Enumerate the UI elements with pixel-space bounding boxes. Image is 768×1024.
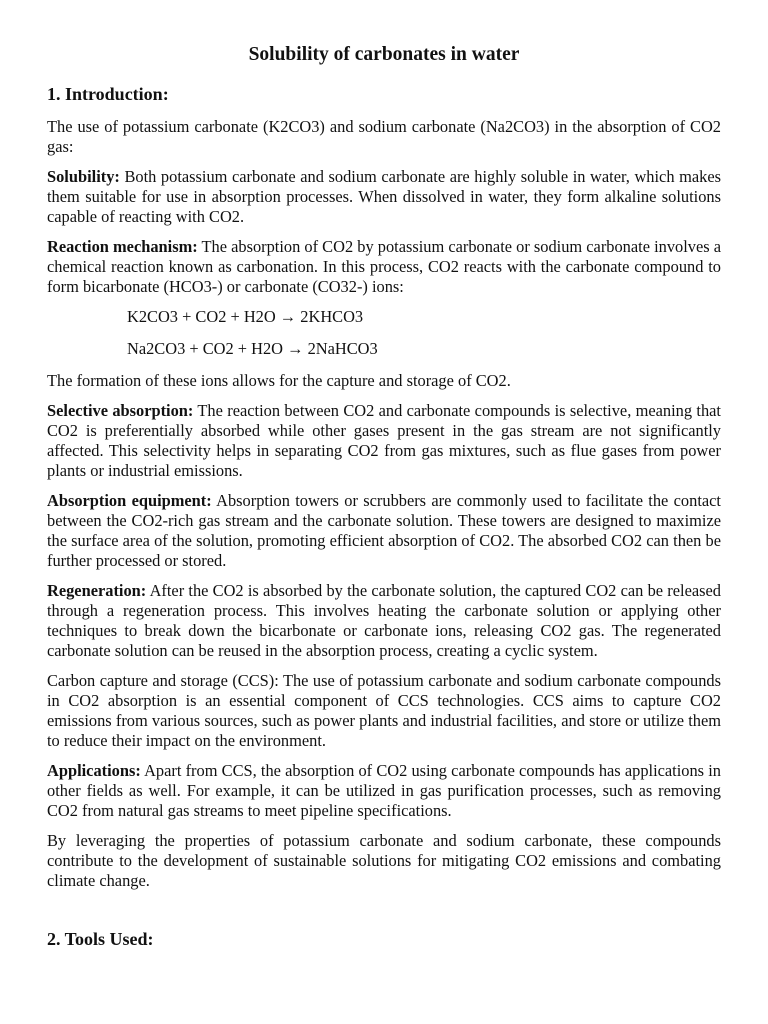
- selective-label: Selective absorption:: [47, 401, 194, 420]
- equation-sodium: Na2CO3 + CO2 + H2O → 2NaHCO3: [127, 339, 378, 358]
- solubility-text: Both potassium carbonate and sodium carbonate are highly soluble in water, which makes them suitable for use in absorption processes. When dissolved in water, they form alkaline solutions capable of reacting with CO2.: [47, 167, 721, 226]
- formation-paragraph: The formation of these ions allows for the capture and storage of CO2.: [47, 371, 511, 390]
- regeneration-paragraph: [47, 581, 721, 661]
- applications-text: Apart from CCS, the absorption of CO2 using carbonate compounds has applications in other fields as well. For example, it can be utilized in gas purification processes, such as removing CO2 from natural gas streams to meet pipeline specifications.: [47, 761, 721, 820]
- reaction-paragraph: [47, 237, 721, 297]
- document-page: [47, 40, 721, 951]
- equipment-text: Absorption towers or scrubbers are commonly used to facilitate the contact between the CO2-rich gas stream and the carbonate solution. These towers are designed to maximize the surface area of the solution, promoting efficient absorption of CO2. The absorbed CO2 can then be further processed or stored.: [47, 491, 721, 570]
- selective-paragraph: [47, 401, 721, 481]
- ccs-paragraph: Carbon capture and storage (CCS): The use of potassium carbonate and sodium carbonate compounds in CO2 absorption is an essential component of CCS technologies. CCS aims to capture CO2 emissions from various sources, such as power plants and industrial facilities, and store or utilize them to reduce their impact on the environment.: [47, 671, 721, 750]
- regeneration-text: After the CO2 is absorbed by the carbonate solution, the captured CO2 can be released through a regeneration process. This involves heating the carbonate solution or applying other techniques to break down the bicarbonate or carbonate ions, releasing CO2 gas. The regenerated carbonate solution can be reused in the absorption process, creating a cyclic system.: [47, 581, 721, 660]
- intro-paragraph: The use of potassium carbonate (K2CO3) and sodium carbonate (Na2CO3) in the absorption of CO2 gas:: [47, 117, 721, 156]
- conclusion-paragraph: By leveraging the properties of potassium carbonate and sodium carbonate, these compounds contribute to the development of sustainable solutions for mitigating CO2 emissions and combating climate change.: [47, 831, 721, 890]
- applications-paragraph: [47, 761, 721, 821]
- equipment-paragraph: [47, 491, 721, 571]
- solubility-label: Solubility:: [47, 167, 120, 186]
- reaction-text: The absorption of CO2 by potassium carbonate or sodium carbonate involves a chemical reaction known as carbonation. In this process, CO2 reacts with the carbonate compound to form bicarbonate (HCO3-) or carbonate (CO32-) ions:: [47, 237, 722, 296]
- document-title: Solubility of carbonates in water: [248, 44, 520, 65]
- equipment-label: Absorption equipment:: [47, 491, 212, 510]
- section-heading-introduction: 1. Introduction:: [47, 84, 169, 104]
- regeneration-label: Regeneration:: [47, 581, 147, 600]
- applications-label: Applications:: [47, 761, 141, 780]
- solubility-paragraph: [47, 167, 721, 227]
- equation-potassium: K2CO3 + CO2 + H2O → 2KHCO3: [127, 307, 364, 326]
- reaction-label: Reaction mechanism:: [47, 237, 198, 256]
- selective-text: The reaction between CO2 and carbonate compounds is selective, meaning that CO2 is preferentially absorbed while other gases present in the gas stream are not significantly affected. This selectivity helps in separating CO2 from gas mixtures, such as flue gases from power plants or industrial emissions.: [47, 401, 721, 480]
- section-heading-tools-used: 2. Tools Used:: [47, 929, 154, 949]
